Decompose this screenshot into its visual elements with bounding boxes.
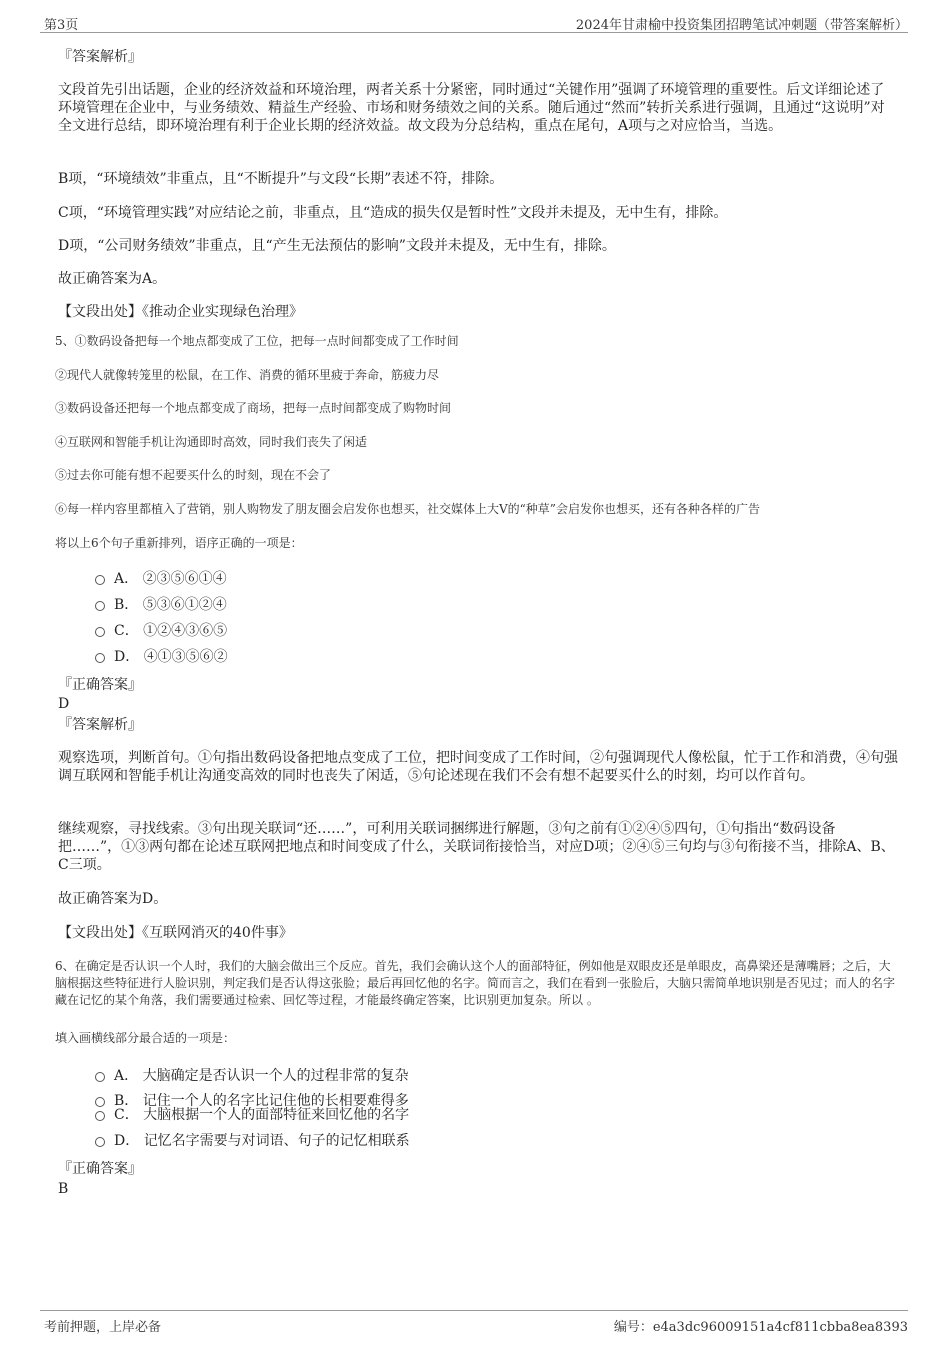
- q5-answer: D: [58, 696, 70, 712]
- q6-option-b[interactable]: B． 记住一个人的名字比记住他的长相要难得多: [95, 1092, 409, 1110]
- q6-option-d[interactable]: D． 记忆名字需要与对词语、句子的记忆相联系: [95, 1132, 410, 1150]
- document-id: 编号：e4a3dc96009151a4cf811cbba8ea8393: [613, 1320, 908, 1335]
- radio-icon[interactable]: [95, 1137, 105, 1147]
- q5-option-d[interactable]: D． ④①③⑤⑥②: [95, 648, 228, 666]
- document-title: 2024年甘肃榆中投资集团招聘笔试冲刺题（带答案解析）: [575, 18, 908, 33]
- radio-icon[interactable]: [95, 575, 105, 585]
- q5-option-b[interactable]: B． ⑤③⑥①②④: [95, 596, 227, 614]
- q5-analysis-paragraph: 继续观察，寻找线索。③句出现关联词“还……”，可利用关联词捆绑进行解题，③句之前有①②④⑤四句，①句指出“数码设备把……”，①③两句都在论述互联网把地点和时间变成了什么，关联词衔接恰当，对应D项；②④⑤三句均与③句衔接不当，排除A、B、C三项。: [58, 821, 895, 873]
- q5-answer-label: 『正确答案』: [58, 677, 142, 693]
- q5-sentence: ④互联网和智能手机让沟通即时高效，同时我们丧失了闲适: [55, 435, 368, 449]
- q6-stem: 6、在确定是否认识一个人时，我们的大脑会做出三个反应。首先，我们会确认这个人的面部特征，例如他是双眼皮还是单眼皮，高鼻梁还是薄嘴唇；之后，大脑根据这些特征进行人脸识别，判定我们是否认得这张脸；最后再回忆他的名字。简而言之，我们在看到一张脸后，大脑只需简单地识别是否见过；而人的名字藏在记忆的某个角落，我们需要通过检索、回忆等过程，才能最终确定答案，比识别更加复杂。所以 。: [55, 959, 896, 1007]
- q4-analysis-paragraph: D项，“公司财务绩效”非重点，且“产生无法预估的影响”文段并未提及，无中生有，排除。: [58, 238, 616, 254]
- q5-answer-statement: 故正确答案为D。: [58, 891, 168, 907]
- radio-icon[interactable]: [95, 1111, 105, 1121]
- q5-option-a[interactable]: A． ②③⑤⑥①④: [95, 570, 227, 588]
- q5-analysis-label: 『答案解析』: [58, 717, 142, 733]
- q6-prompt: 填入画横线部分最合适的一项是：: [55, 1031, 236, 1045]
- q5-sentence: ⑤过去你可能有想不起要买什么的时刻，现在不会了: [55, 468, 332, 482]
- q6-answer: B: [58, 1181, 69, 1197]
- q4-analysis-paragraph: 文段首先引出话题，企业的经济效益和环境治理，两者关系十分紧密，同时通过“关键作用”强调了环境管理的重要性。后文详细论述了环境管理在企业中，与业务绩效、精益生产经验、市场和财务绩效之间的关系。随后通过“然而”转折关系进行强调，且通过“这说明”对全文进行总结，即环境治理有利于企业长期的经济效益。故文段为分总结构，重点在尾句，A项与之对应恰当，当选。: [58, 82, 885, 134]
- q6-option-a[interactable]: A． 大脑确定是否认识一个人的过程非常的复杂: [95, 1067, 409, 1085]
- q5-stem: 5、①数码设备把每一个地点都变成了工位，把每一点时间都变成了工作时间: [55, 334, 459, 348]
- q5-analysis-paragraph: 观察选项，判断首句。①句指出数码设备把地点变成了工位，把时间变成了工作时间，②句强调现代人像松鼠，忙于工作和消费，④句强调互联网和智能手机让沟通变高效的同时也丧失了闲适，⑤句论述现在我们不会有想不起要买什么的时刻，均可以作首句。: [58, 750, 898, 784]
- radio-icon[interactable]: [95, 627, 105, 637]
- q6-answer-label: 『正确答案』: [58, 1161, 142, 1177]
- q5-source: 【文段出处】《互联网消灭的40件事》: [58, 925, 293, 941]
- radio-icon[interactable]: [95, 601, 105, 611]
- q5-sentence: ⑥每一样内容里都植入了营销，别人购物发了朋友圈会启发你也想买，社交媒体上大V的“种草”会启发你也想买，还有各种各样的广告: [55, 502, 760, 516]
- q5-prompt: 将以上6个句子重新排列，语序正确的一项是：: [55, 536, 303, 550]
- q4-analysis-label: 『答案解析』: [58, 49, 142, 65]
- page-header: [40, 12, 908, 33]
- q4-answer-statement: 故正确答案为A。: [58, 271, 167, 287]
- radio-icon[interactable]: [95, 1072, 105, 1082]
- q5-option-c[interactable]: C． ①②④③⑥⑤: [95, 622, 227, 640]
- q5-sentence: ③数码设备还把每一个地点都变成了商场，把每一点时间都变成了购物时间: [55, 401, 452, 415]
- radio-icon[interactable]: [95, 653, 105, 663]
- q4-source: 【文段出处】《推动企业实现绿色治理》: [58, 304, 303, 320]
- q5-sentence: ②现代人就像转笼里的松鼠，在工作、消费的循环里疲于奔命，筋疲力尽: [55, 368, 440, 382]
- q4-analysis-paragraph: C项，“环境管理实践”对应结论之前，非重点，且“造成的损失仅是暂时性”文段并未提及，无中生有，排除。: [58, 205, 728, 221]
- footer-slogan: 考前押题，上岸必备: [44, 1320, 162, 1335]
- page-number: 第3页: [44, 18, 79, 33]
- q6-option-c[interactable]: C． 大脑根据一个人的面部特征来回忆他的名字: [95, 1106, 409, 1124]
- q4-analysis-paragraph: B项，“环境绩效”非重点，且“不断提升”与文段“长期”表述不符，排除。: [58, 171, 504, 187]
- page-footer: [40, 1310, 908, 1335]
